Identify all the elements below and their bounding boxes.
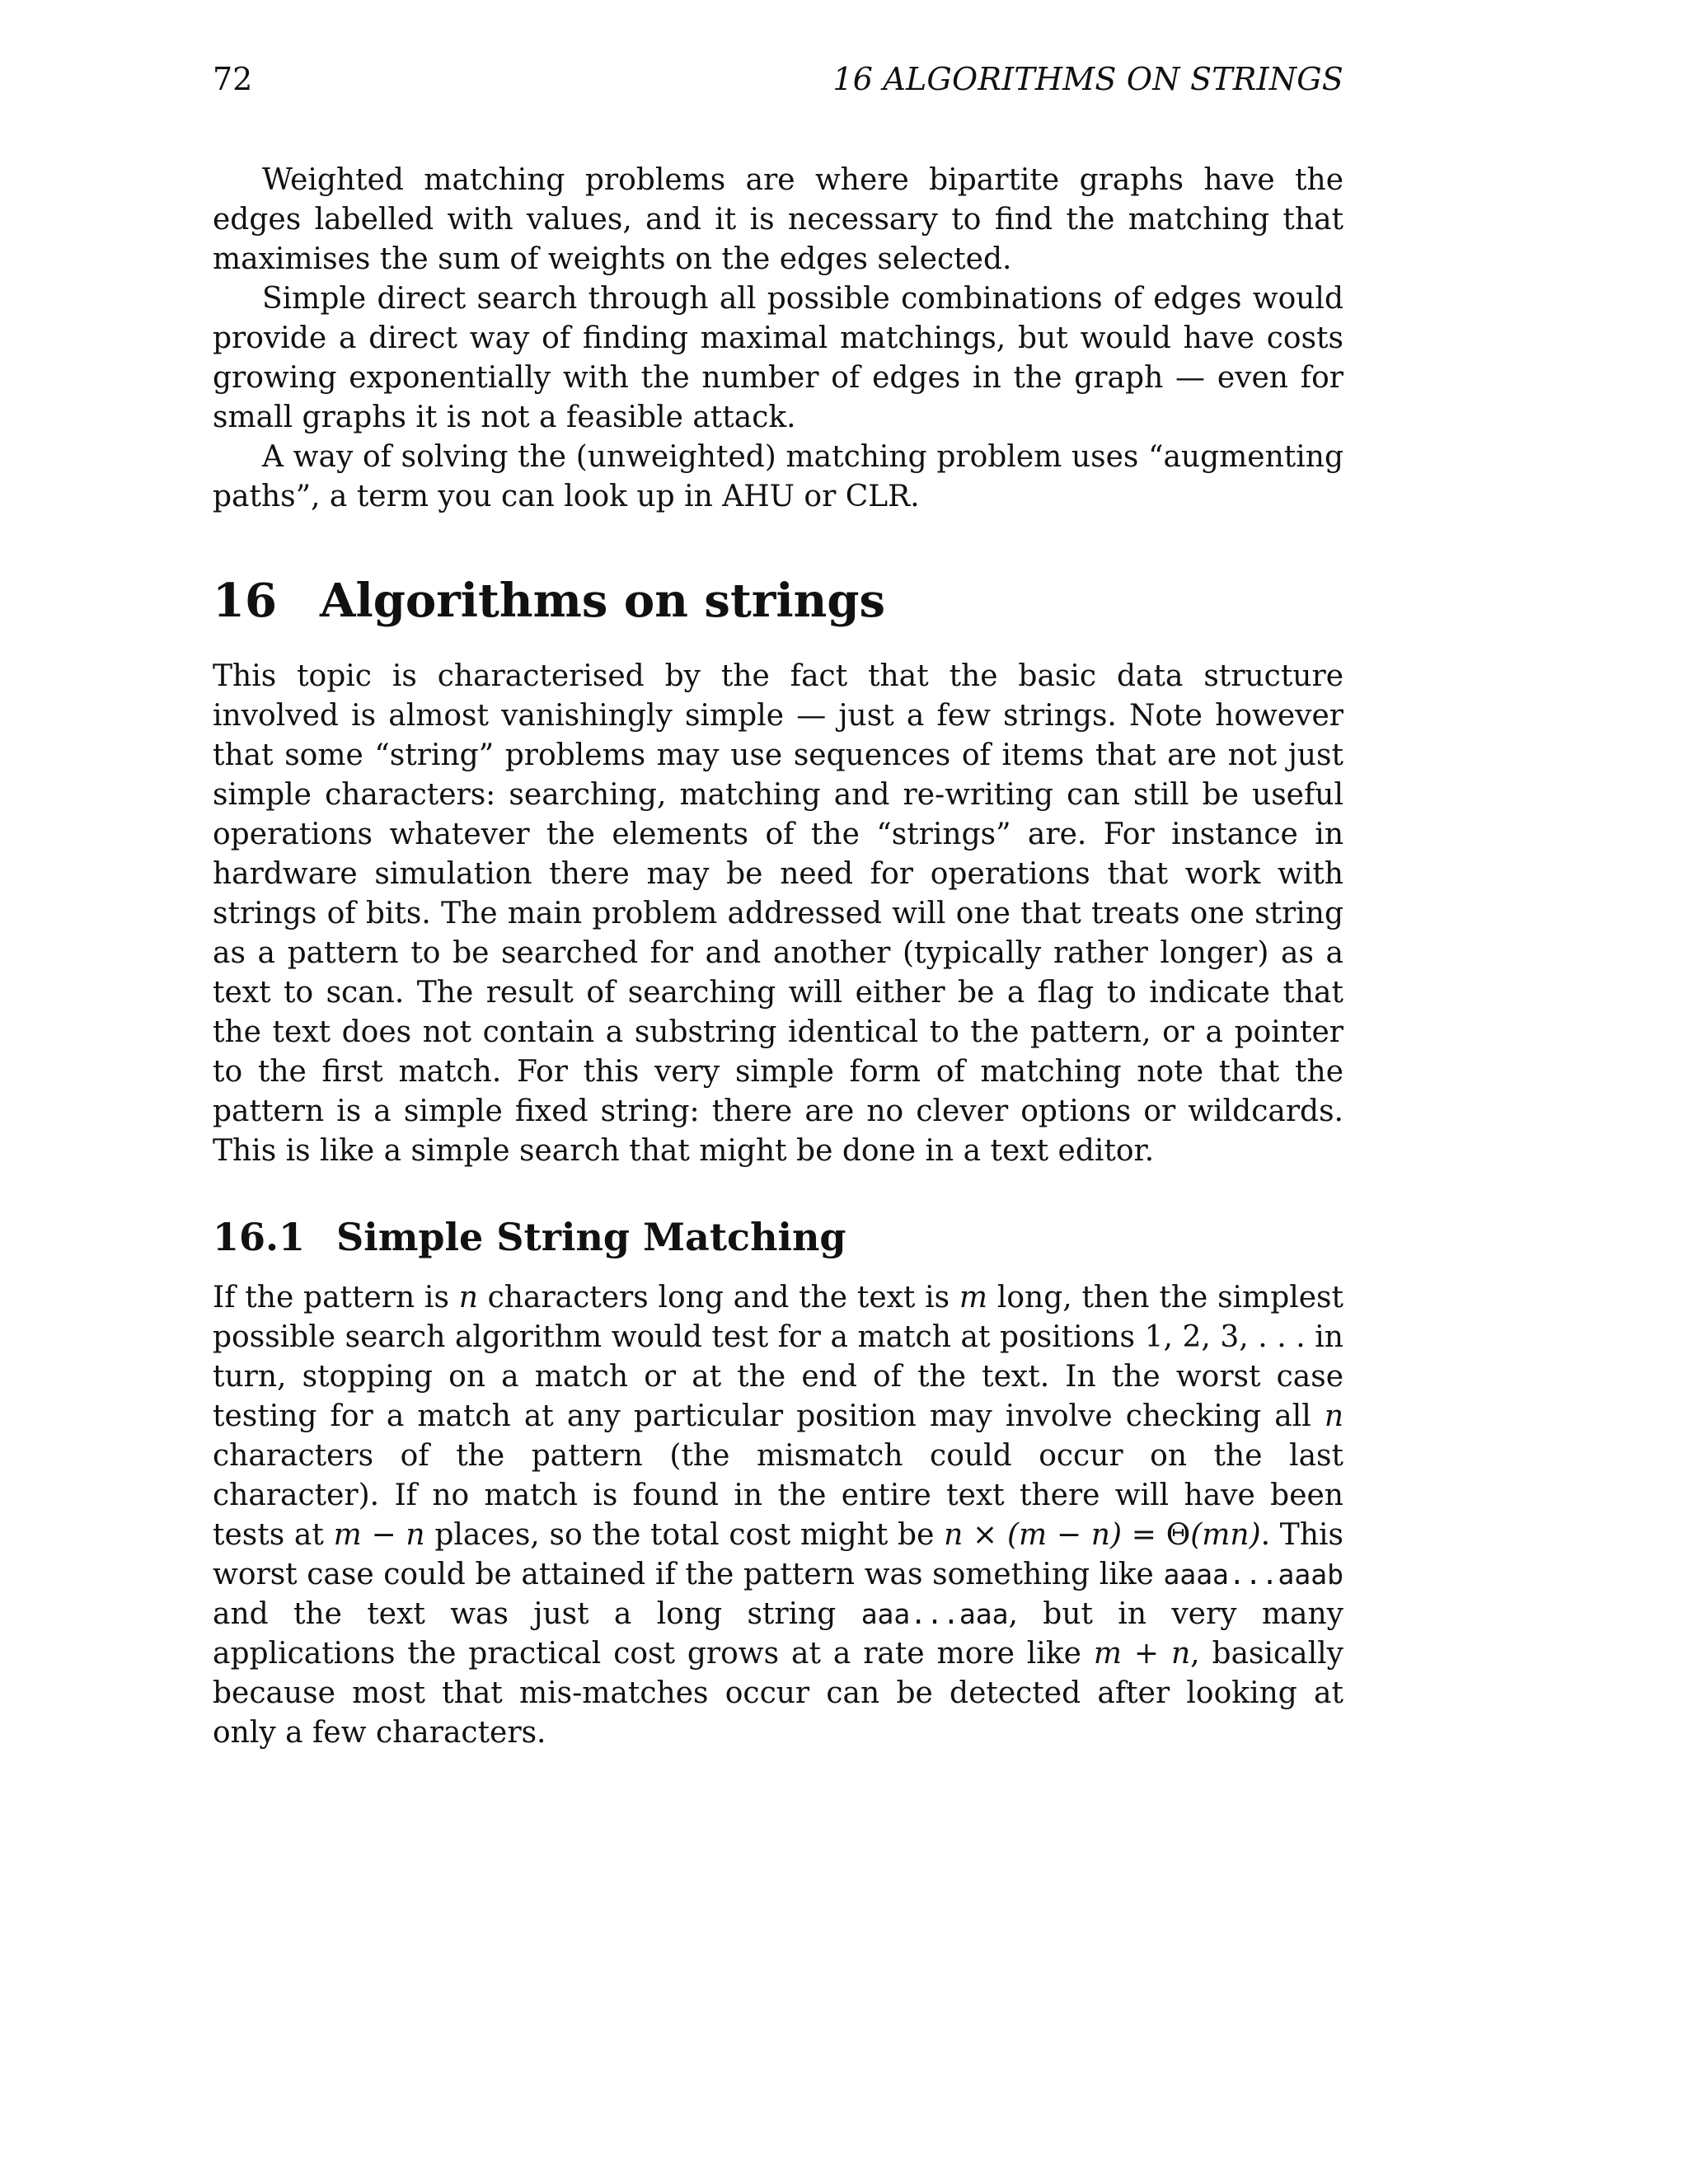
paragraph-text: characters of the pattern (the mismatch could occur on the last character). If no match is found in the entire text there will have been tests at: [213, 1439, 1343, 1552]
code-pattern: aaaa...aaab: [1163, 1558, 1343, 1591]
subsection-paragraph: [213, 1278, 1343, 1753]
subsection-title: Simple String Matching: [336, 1215, 846, 1259]
intro-paragraph-3: A way of solving the (unweighted) matching problem uses “augmenting paths”, a term you can look up in AHU or CLR.: [213, 440, 1343, 513]
math-m-minus-n: m − n: [333, 1518, 425, 1552]
paragraph-text: long, then the simplest possible search algorithm would test for a match at positions 1, 2, 3, . . . in turn, stopping on a match or at the end of the text. In the worst case testing for a match at any particular position may involve checking all: [213, 1281, 1344, 1433]
section-paragraph: This topic is characterised by the fact that the basic data structure involved is almost vanishingly simple — just a few strings. Note however that some “string” problems may use sequences of items that are not just simple characters: searching, matching and re-writing can still be useful operations whatever the elements of the “strings” are. For instance in hardware simulation there may be need for operations that work with strings of bits. The main problem addressed will one that treats one string as a pattern to be searched for and another (typically rather longer) as a text to scan. The result of searching will either be a flag to indicate that the text does not contain a substring identical to the pattern, or a pointer to the first match. For this very simple form of matching note that the pattern is a simple fixed string: there are no clever options or wildcards. This is like a simple search that might be done in a text editor.: [213, 659, 1343, 1168]
math-equals: =: [1122, 1518, 1166, 1552]
math-n: n: [458, 1281, 478, 1315]
math-theta-argument: (mn): [1190, 1518, 1261, 1552]
paragraph-text: , but in very many applications the practical cost grows at a rate more like: [213, 1597, 1343, 1671]
paragraph-text: places, so the total cost might be: [424, 1518, 945, 1552]
section-title: Algorithms on strings: [320, 574, 885, 628]
page-header: [213, 61, 1343, 104]
section-heading: [213, 573, 1343, 629]
math-theta: Θ: [1165, 1518, 1191, 1552]
math-cost-expression: n × (m − n): [944, 1518, 1123, 1552]
paragraph-text: characters long and the text is: [477, 1281, 959, 1315]
math-m-plus-n: m + n: [1093, 1637, 1191, 1671]
page-number: 72: [213, 61, 253, 97]
paragraph-text: , basically because most that mis-matches occur can be detected after looking at only a few characters.: [213, 1637, 1344, 1750]
paragraph-text: . This worst case could be attained if the pattern was something like: [213, 1518, 1343, 1591]
subsection-number: 16.1: [213, 1215, 306, 1259]
code-text-string: aaa...aaa: [860, 1598, 1009, 1630]
page-content: [213, 161, 1343, 1753]
subsection-heading: [213, 1214, 1343, 1260]
running-head: 16 ALGORITHMS ON STRINGS: [832, 61, 1343, 97]
paragraph-text: and the text was just a long string: [213, 1597, 861, 1631]
math-n: n: [1324, 1399, 1343, 1433]
section-number: 16: [213, 574, 277, 628]
paragraph-text: If the pattern is: [213, 1281, 459, 1315]
math-m: m: [959, 1281, 988, 1315]
intro-paragraph-1: Weighted matching problems are where bipartite graphs have the edges labelled with values, and it is necessary to find the matching that maximises the sum of weights on the edges selected.: [213, 163, 1343, 276]
intro-paragraph-2: Simple direct search through all possible combinations of edges would provide a direct way of finding maximal matchings, but would have costs growing exponentially with the number of edges in the graph — even for small graphs it is not a feasible attack.: [213, 282, 1343, 434]
